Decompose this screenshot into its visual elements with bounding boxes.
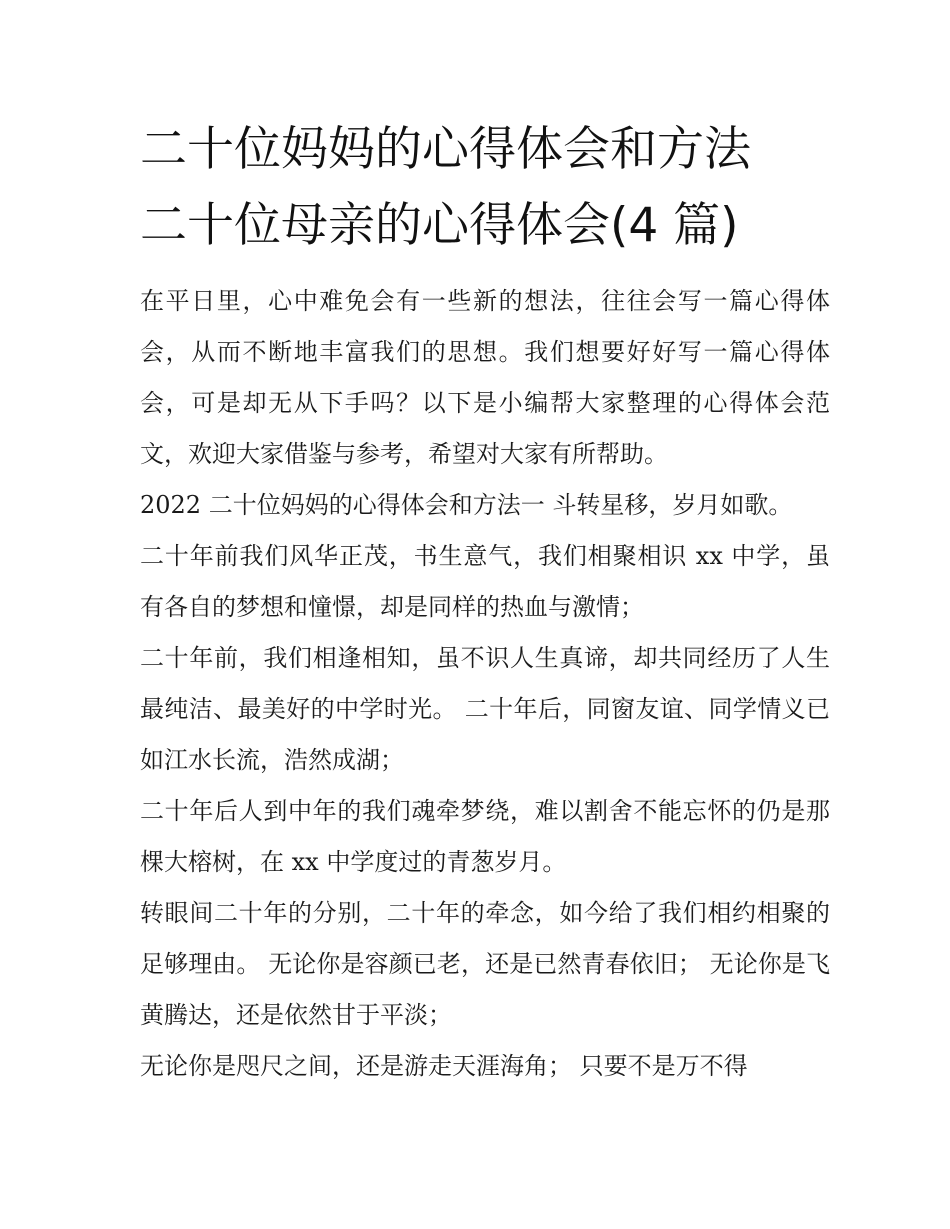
document-title: [140, 112, 840, 264]
paragraph-6: 无论你是咫尺之间，还是游走天涯海角； 只要不是万不得: [140, 1052, 748, 1080]
paragraph-intro: 在平日里，心中难免会有一些新的想法，往往会写一篇心得体会，从而不断地丰富我们的思想。我们想要好好写一篇心得体会，可是却无从下手吗？以下是小编帮大家整理的心得体会范文，欢迎大家借鉴与参考，希望对大家有所帮助。: [140, 287, 830, 468]
paragraph-2: 二十年前我们风华正茂，书生意气，我们相聚相识 xx 中学，虽有各自的梦想和憧憬，却是同样的热血与激情；: [140, 542, 830, 621]
title-line-1: 二十位妈妈的心得体会和方法: [140, 122, 751, 177]
paragraph-3: 二十年前，我们相逢相知，虽不识人生真谛，却共同经历了人生最纯洁、最美好的中学时光。 二十年后，同窗友谊、同学情义已如江水长流，浩然成湖；: [140, 644, 830, 774]
document-body: [140, 276, 830, 1092]
paragraph-5: 转眼间二十年的分别，二十年的牵念，如今给了我们相约相聚的足够理由。 无论你是容颜已老，还是已然青春依旧； 无论你是飞黄腾达，还是依然甘于平淡；: [140, 899, 830, 1029]
paragraph-1: 2022 二十位妈妈的心得体会和方法一 斗转星移，岁月如歌。: [140, 491, 793, 519]
paragraph-4: 二十年后人到中年的我们魂牵梦绕，难以割舍不能忘怀的仍是那棵大榕树，在 xx 中学度过的青葱岁月。: [140, 797, 830, 876]
title-line-2: 二十位母亲的心得体会(4 篇): [140, 198, 739, 253]
